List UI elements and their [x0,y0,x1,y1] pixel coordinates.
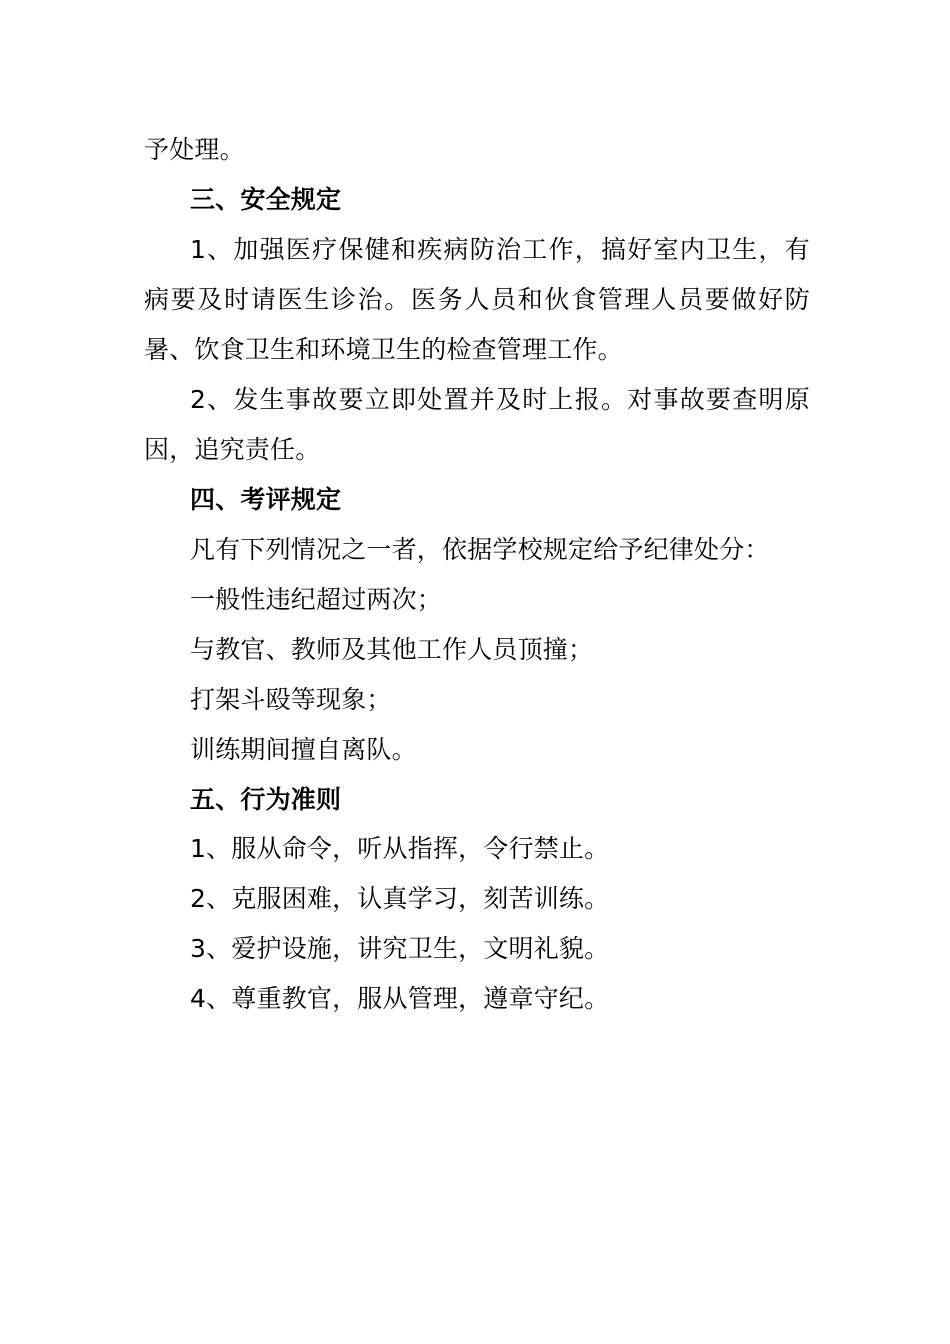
paragraph-line: 暑、饮食卫生和环境卫生的检查管理工作。 [144,335,623,364]
list-item: 一般性违纪超过两次； [190,585,443,614]
section-heading-evaluation: 四、考评规定 [190,485,342,514]
list-item: 与教官、教师及其他工作人员顶撞； [190,635,594,664]
section-heading-conduct: 五、行为准则 [190,785,342,814]
list-item: 4、尊重教官，服从管理，遵章守纪。 [190,984,610,1013]
paragraph-line: 1、加强医疗保健和疾病防治工作，搞好室内卫生，有 [190,235,810,264]
list-item: 训练期间擅自离队。 [190,735,417,764]
list-item: 2、克服困难，认真学习，刻苦训练。 [190,884,610,913]
paragraph-line: 2、发生事故要立即处置并及时上报。对事故要查明原 [190,385,810,414]
list-item: 1、服从命令，听从指挥，令行禁止。 [190,834,610,863]
paragraph-line: 病要及时请医生诊治。医务人员和伙食管理人员要做好防 [144,285,810,314]
paragraph-line: 因，追究责任。 [144,435,321,464]
list-item: 3、爱护设施，讲究卫生，文明礼貌。 [190,934,610,963]
list-item: 打架斗殴等现象； [190,685,392,714]
paragraph-line: 予处理。 [144,135,245,164]
section-heading-safety: 三、安全规定 [190,185,342,214]
paragraph-line: 凡有下列情况之一者，依据学校规定给予纪律处分： [190,535,770,564]
